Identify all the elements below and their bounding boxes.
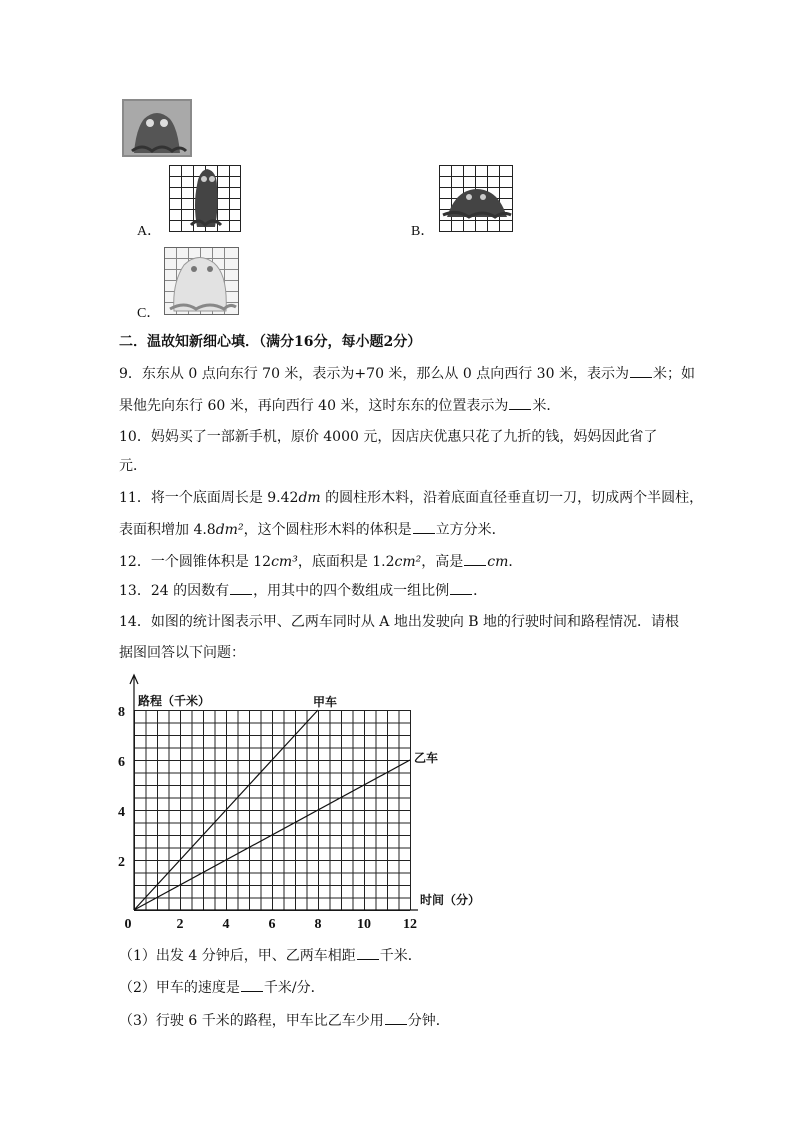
owl-picture xyxy=(122,99,192,157)
x-axis-title: 时间（分） xyxy=(420,893,481,907)
q12-blank[interactable] xyxy=(464,551,486,566)
q14-sub-1-blank[interactable] xyxy=(357,945,379,960)
q9-text-2: 果他先向东行 60 米，再向西行 40 米，这时东东的位置表示为 xyxy=(119,398,509,414)
q9-line-1 xyxy=(119,363,695,384)
distance-time-chart xyxy=(105,672,485,928)
x-tick-label: 2 xyxy=(176,917,184,928)
q14-sub-3-text-a: （3）行驶 6 千米的路程，甲车比乙车少用 xyxy=(119,1013,384,1029)
y-axis-title: 路程（千米） xyxy=(138,694,211,708)
q11-blank[interactable] xyxy=(413,519,435,534)
q10-line-2 xyxy=(119,456,147,476)
q14-text-2: 据图回答以下问题： xyxy=(119,645,245,661)
series-label-jia: 甲车 xyxy=(313,695,338,709)
option-a-picture xyxy=(169,165,241,232)
q12-unit-2: cm² xyxy=(394,554,422,570)
q10-text-2: 元． xyxy=(119,458,147,474)
q11-text-1b: 的圆柱形木料，沿着底面直径垂直切一刀，切成两个半圆柱， xyxy=(320,490,704,506)
q14-sub-2-text-a: （2）甲车的速度是 xyxy=(119,980,240,996)
q11-text-1a: 11．将一个底面周长是 9.42 xyxy=(119,490,299,506)
q12-unit-1: cm³ xyxy=(271,554,298,570)
x-tick-label: 8 xyxy=(314,917,322,928)
chart-grid xyxy=(134,710,411,911)
q9-text-1: 9．东东从 0 点向东行 70 米，表示为+70 米，那么从 0 点向西行 30 米，表示为 xyxy=(119,366,629,382)
q14-line-1 xyxy=(119,612,679,632)
q14-sub-3 xyxy=(119,1010,450,1031)
q14-text-1: 14．如图的统计图表示甲、乙两车同时从 A 地出发驶向 B 地的行驶时间和路程情况．请根 xyxy=(119,614,680,630)
y-tick-label: 2 xyxy=(118,855,125,870)
q14-sub-2-text-b: 千米/分． xyxy=(263,980,325,996)
q11-unit-2: dm² xyxy=(215,522,244,538)
q10-line-1 xyxy=(119,427,657,447)
option-c-image xyxy=(164,247,239,315)
q13-text-c: ． xyxy=(473,583,488,599)
option-a-label: A． xyxy=(137,224,162,239)
option-c-picture xyxy=(164,247,239,315)
q11-unit-1: dm xyxy=(298,490,321,506)
x-tick-label: 12 xyxy=(403,917,417,928)
q12-unit-3: cm xyxy=(487,554,509,570)
q13-blank-1[interactable] xyxy=(230,580,252,595)
q14-sub-3-text-b: 分钟． xyxy=(407,1013,450,1029)
x-tick-label: 0 xyxy=(124,917,132,928)
q10-text-1: 10．妈妈买了一部新手机，原价 4000 元，因店庆优惠只花了九折的钱，妈妈因此省了 xyxy=(119,429,658,445)
option-b-label: B． xyxy=(411,224,435,239)
q13-blank-2[interactable] xyxy=(450,580,472,595)
y-tick-label: 4 xyxy=(118,805,125,820)
q14-sub-2-blank[interactable] xyxy=(241,977,263,992)
x-tick-label: 10 xyxy=(357,917,371,928)
q12-line xyxy=(119,551,522,572)
q12-text-b: ，底面积是 1.2 xyxy=(297,554,395,570)
q9-text-1b: 米；如 xyxy=(652,366,695,382)
y-tick-label: 6 xyxy=(118,755,125,770)
x-tick-label: 4 xyxy=(222,917,230,928)
q9-blank-2[interactable] xyxy=(509,395,531,410)
q11-line-1 xyxy=(119,488,703,508)
q13-text-b: ，用其中的四个数组成一组比例 xyxy=(253,583,450,599)
q14-sub-1-text-b: 千米． xyxy=(379,948,422,964)
x-tick-label: 6 xyxy=(268,917,276,928)
q13-line xyxy=(119,580,487,601)
option-b-picture xyxy=(439,165,513,232)
q14-sub-1 xyxy=(119,945,422,966)
q14-sub-3-blank[interactable] xyxy=(385,1010,407,1025)
option-c-label: C． xyxy=(137,306,161,321)
q14-sub-2 xyxy=(119,977,325,998)
owl-image xyxy=(122,99,192,157)
q9-line-2 xyxy=(119,395,560,416)
series-label-yi: 乙车 xyxy=(414,751,439,765)
q12-text-a: 12．一个圆锥体积是 12 xyxy=(119,554,272,570)
q11-line-2 xyxy=(119,519,506,540)
q11-text-2a: 表面积增加 4.8 xyxy=(119,522,216,538)
section-heading: 二．温故知新细心填．（满分16分，每小题2分） xyxy=(119,334,422,350)
option-a-image xyxy=(169,165,241,232)
y-tick-label: 8 xyxy=(118,705,125,720)
q12-text-c: ，高是 xyxy=(421,554,464,570)
q11-text-2c: 立方分米． xyxy=(435,522,506,538)
q9-text-2b: 米． xyxy=(532,398,561,414)
option-b-image xyxy=(439,165,513,232)
q12-text-e: ． xyxy=(508,554,523,570)
q9-blank-1[interactable] xyxy=(630,363,652,378)
q11-text-2b: ，这个圆柱形木料的体积是 xyxy=(243,522,412,538)
q13-text-a: 13．24 的因数有 xyxy=(119,583,230,599)
q14-sub-1-text-a: （1）出发 4 分钟后，甲、乙两车相距 xyxy=(119,948,356,964)
q14-line-2 xyxy=(119,643,245,663)
